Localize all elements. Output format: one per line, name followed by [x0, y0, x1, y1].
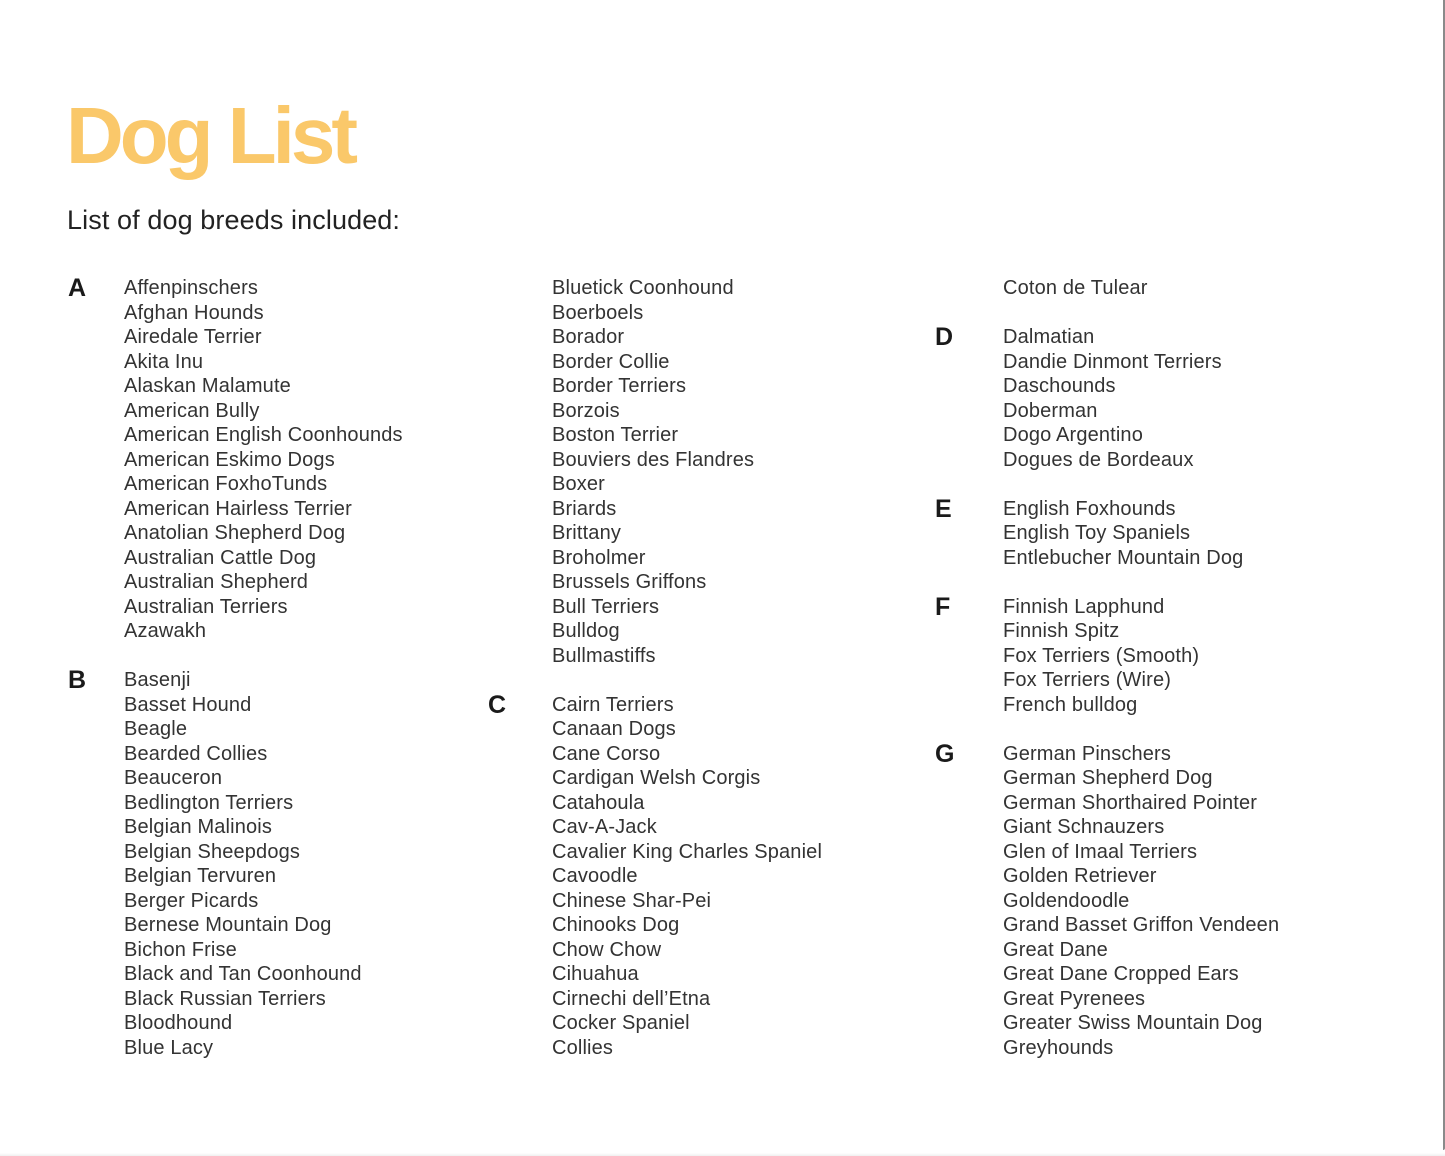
letter-group [935, 276, 1279, 301]
breed-item: Goldendoodle [1003, 889, 1130, 912]
section-letter: A [68, 274, 87, 302]
breed-item: Boxer [552, 473, 605, 495]
breed-item: Daschounds [1003, 375, 1116, 397]
breed-list [552, 276, 822, 668]
breed-item: Chow Chow [552, 938, 662, 961]
breed-item: Belgian Malinois [124, 816, 273, 838]
breed-item: Airedale Terrier [124, 326, 262, 348]
breed-item: Australian Cattle Dog [124, 546, 317, 569]
breed-item: Cavoodle [552, 865, 638, 887]
breed-item: Great Dane [1003, 938, 1108, 961]
breed-item: American Eskimo Dogs [124, 448, 335, 471]
letter-group [488, 276, 822, 668]
section-letter: G [935, 739, 955, 768]
breed-list [552, 693, 822, 1061]
breed-item: Cocker Spaniel [552, 1012, 690, 1034]
breed-item: Anatolian Shepherd Dog [124, 522, 346, 544]
breed-item: Basset Hound [124, 693, 252, 716]
breed-item: English Toy Spaniels [1003, 522, 1191, 544]
breed-item: Canaan Dogs [552, 718, 676, 740]
breed-list [1003, 276, 1279, 301]
breed-column-1 [68, 276, 403, 1085]
breed-item: Greater Swiss Mountain Dog [1003, 1012, 1263, 1034]
breed-item: Brittany [552, 522, 622, 544]
breed-item: Catahoula [552, 791, 645, 814]
breed-item: Broholmer [552, 546, 646, 569]
breed-item: Bluetick Coonhound [552, 277, 734, 299]
breed-item: Belgian Tervuren [124, 865, 277, 887]
breed-item: Cardigan Welsh Corgis [552, 767, 761, 789]
breed-item: Cavalier King Charles Spaniel [552, 840, 823, 863]
breed-item: Entlebucher Mountain Dog [1003, 546, 1244, 569]
breed-column-2 [488, 276, 822, 1085]
breed-item: Bouviers des Flandres [552, 448, 755, 471]
breed-item: American FoxhoTunds [124, 473, 328, 495]
section-letter: F [935, 592, 951, 621]
breed-item: Dogues de Bordeaux [1003, 448, 1194, 471]
breed-item: Finnish Spitz [1003, 620, 1120, 642]
breed-item: Coton de Tulear [1003, 277, 1148, 299]
breed-item: German Shepherd Dog [1003, 767, 1213, 789]
breed-item: Grand Basset Griffon Vendeen [1003, 914, 1280, 936]
breed-item: Great Pyrenees [1003, 987, 1146, 1010]
breed-item: Golden Retriever [1003, 865, 1157, 887]
breed-item: Borzois [552, 399, 620, 422]
breed-item: Chinooks Dog [552, 914, 680, 936]
breed-item: Chinese Shar-Pei [552, 889, 712, 912]
breed-item: Alaskan Malamute [124, 375, 291, 397]
letter-group [68, 668, 403, 1060]
breed-item: Fox Terriers (Wire) [1003, 669, 1172, 691]
breed-item: Border Terriers [552, 375, 687, 397]
breed-item: Beagle [124, 718, 188, 740]
breed-item: Boerboels [552, 301, 644, 324]
breed-item: American Hairless Terrier [124, 497, 352, 520]
breed-item: American English Coonhounds [124, 424, 403, 446]
breed-item: Bullmastiffs [552, 644, 656, 667]
breed-item: French bulldog [1003, 693, 1138, 716]
breed-item: Bearded Collies [124, 742, 268, 765]
section-letter: C [488, 690, 507, 719]
breed-item: Cihuahua [552, 963, 639, 985]
letter-group [935, 494, 1279, 571]
breed-item: Berger Picards [124, 889, 259, 912]
breed-item: Bull Terriers [552, 595, 660, 618]
breed-list [1003, 497, 1279, 571]
breed-item: Cav-A-Jack [552, 816, 657, 838]
breed-item: Cirnechi dell’Etna [552, 987, 711, 1010]
breed-item: Black and Tan Coonhound [124, 963, 362, 985]
breed-item: Giant Schnauzers [1003, 816, 1165, 838]
breed-item: Cairn Terriers [552, 693, 674, 716]
breed-list [1003, 325, 1279, 472]
breed-item: Great Dane Cropped Ears [1003, 963, 1239, 985]
section-letter: D [935, 323, 954, 351]
breed-item: Dogo Argentino [1003, 424, 1143, 446]
breed-item: Border Collie [552, 350, 670, 373]
breed-item: Basenji [124, 669, 191, 691]
breed-list [1003, 595, 1279, 718]
breed-item: Cane Corso [552, 742, 661, 765]
letter-group [935, 592, 1279, 718]
breed-item: Belgian Sheepdogs [124, 840, 301, 863]
breed-item: Blue Lacy [124, 1036, 214, 1059]
breed-item: German Pinschers [1003, 742, 1172, 765]
breed-item: Bernese Mountain Dog [124, 914, 332, 936]
breed-item: Collies [552, 1036, 614, 1059]
breed-item: Akita Inu [124, 350, 204, 373]
section-letter: E [935, 494, 952, 523]
page-title: Dog List [66, 91, 354, 180]
breed-list [1003, 742, 1279, 1061]
breed-list [124, 276, 403, 644]
breed-item: Brussels Griffons [552, 571, 707, 593]
section-letter: B [68, 666, 87, 694]
breed-item: Briards [552, 497, 617, 520]
breed-item: Dandie Dinmont Terriers [1003, 350, 1222, 373]
breed-item: Greyhounds [1003, 1036, 1114, 1059]
breed-item: Dalmatian [1003, 326, 1095, 348]
letter-group [935, 739, 1280, 1061]
letter-group [68, 276, 403, 644]
breed-item: Australian Terriers [124, 595, 288, 618]
breed-item: Borador [552, 326, 625, 348]
breed-item: Bedlington Terriers [124, 791, 294, 814]
breed-item: Finnish Lapphund [1003, 595, 1165, 618]
breed-item: Bichon Frise [124, 938, 237, 961]
breed-item: Bloodhound [124, 1012, 233, 1034]
breed-item: Black Russian Terriers [124, 987, 326, 1010]
breed-item: Bulldog [552, 620, 620, 642]
breed-item: Beauceron [124, 767, 223, 789]
breed-item: Azawakh [124, 620, 207, 642]
letter-group [488, 690, 823, 1061]
breed-item: Affenpinschers [124, 277, 259, 299]
breed-item: Australian Shepherd [124, 571, 309, 593]
breed-item: Afghan Hounds [124, 301, 264, 324]
letter-group [935, 325, 1279, 472]
breed-item: Doberman [1003, 399, 1098, 422]
breed-column-3 [935, 276, 1279, 1085]
breed-item: Glen of Imaal Terriers [1003, 840, 1198, 863]
breed-list [124, 668, 403, 1060]
page-subtitle: List of dog breeds included: [67, 205, 401, 235]
breed-item: English Foxhounds [1003, 497, 1176, 520]
breed-item: Boston Terrier [552, 424, 679, 446]
breed-item: American Bully [124, 399, 260, 422]
breed-item: German Shorthaired Pointer [1003, 791, 1258, 814]
breed-item: Fox Terriers (Smooth) [1003, 644, 1200, 667]
